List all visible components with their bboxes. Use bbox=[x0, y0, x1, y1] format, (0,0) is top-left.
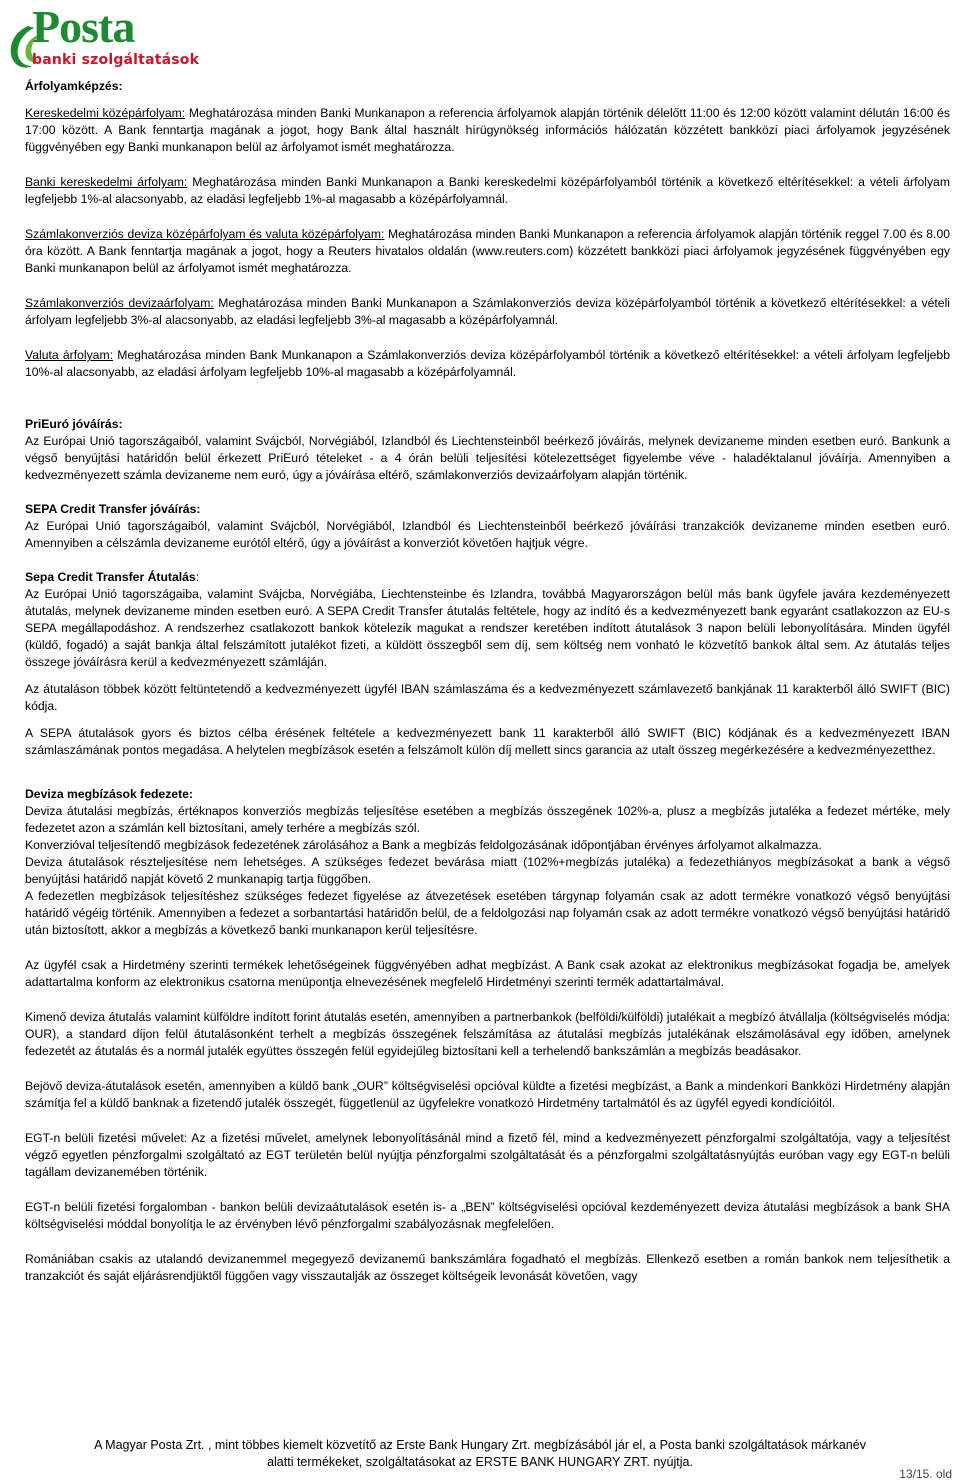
section-sepa-credit-transfer bbox=[25, 501, 950, 552]
footer-line: A Magyar Posta Zrt. , mint többes kiemelt közvetítő az Erste Bank Hungary Zrt. megbízásából jár el, a Posta banki szolgáltatások márkanév bbox=[94, 1438, 866, 1452]
paragraph-banki-kereskedelmi-arfolyam bbox=[25, 174, 950, 208]
section-text: Az Európai Unió tagországaiból, valamint Svájcból, Norvégiából, Izlandból és Liechtensteinből beérkező jóváírás, melynek devizaneme minden esetben euró. Bankunk a végső benyújtási határidőn belül érkezett PriEuró tételeket - a 4 órán belüli teljesítési kötelezettséget figyelembe véve - haladéktalanul jóváírja. Amennyiben a kedvezményezett számla devizaneme nem euró, úgy a jóváírása eltérő, számlakonverziós devizaárfolyam alapján történik. bbox=[25, 434, 950, 482]
deviza-line: A fedezetlen megbízások teljesítéshez szükséges fedezet figyelése az átvezetések esetében tárgynap folyamán csak az adott termékre vonatkozó végső benyújtási határidő végéig történik. Amennyiben a fedezet a sorbantartási határidőn belül, de a feldolgozási nap folyamán csak az adott termékre vonatkozó végső benyújtási határidő után biztosított, akkor a megbízás a következő banki munkanapon kerül teljesítésre. bbox=[25, 889, 950, 937]
term-text: Meghatározása minden Banki Munkanapon a referencia árfolyamok alapján történik délelőtt 11:00 és 12:00 között valamint délután 16:00 és 17:00 között. A Bank fenntartja magának a jogot, hogy Bank által használt hírügynökség információs hálózatán közzétett bankközi piaci árfolyamok jegyzésének függvényében egy Banki munkanapon belül az árfolyamot ismét meghatározza. bbox=[25, 106, 950, 154]
term-text: Meghatározása minden Banki Munkanapon a Banki kereskedelmi középárfolyamból történik a következő eltérítésekkel: a vételi árfolyam legfeljebb 1%-al alacsonyabb, az eladási legfeljebb 1%-al magasabb a középárfolyamnál. bbox=[25, 175, 950, 206]
paragraph-valuta-arfolyam bbox=[25, 347, 950, 381]
document-body bbox=[25, 78, 950, 1285]
paragraph-bejovo: Bejövő deviza-átutalások esetén, amennyiben a küldő bank „OUR” költségviselési opcióval küldte a fizetési megbízást, a Bank a mindenkori Bankközi Hirdetmény alapján számítja fel a küldő banknak a fizetendő jutalék összegét, függetlenül az ügyfelekre vonatkozó Hirdetmény tartalmától és az ügyfél egyedi kondícióitól. bbox=[25, 1079, 950, 1110]
section-title: Árfolyamképzés: bbox=[25, 79, 123, 93]
deviza-line: Deviza átutalások részteljesítése nem lehetséges. A szükséges fedezet bevárása miatt (102%+megbízás jutaléka) a fedezethiányos megbízásokat a bank a végső benyújtási határidő napját követő 2 munkanapig tartja függőben. bbox=[25, 855, 950, 886]
section-prieuro bbox=[25, 416, 950, 484]
term-text: Meghatározása minden Bank Munkanapon a Számlakonverziós deviza középárfolyamból történik a következő eltérítésekkel: a vételi árfolyam legfeljebb 10%-al alacsonyabb, az eladási árfolyam legfeljebb 10%-al magasabb a középárfolyamnál. bbox=[25, 348, 950, 379]
section-text: Az Európai Unió tagországaiba, valamint Svájcba, Norvégiába, Liechtensteinbe és Izlandra, továbbá Magyarországon belül más bank ügyfele javára kezdeményezett átutalás, melynek devizaneme minden esetben euró. A SEPA Credit Transfer átutalás feltétele, hogy az indító és a kedvezményezett bank egyaránt csatlakozzon az EU-s SEPA megállapodáshoz. A rendszerhez csatlakozott bankok kötelezik magukat a rendszer keretében indított átutalások 3 napon belüli lebonyolítására. Minden ügyfél (küldő, fogadó) a saját bankja által felszámított jutalékot fizeti, a küldött összegből sem díj, sem költség nem vonható le közvetítő bankok által sem. Az átutalás teljes összege jóváírásra kerül a kedvezményezett számláján. bbox=[25, 587, 950, 669]
footer-line: alatti termékeket, szolgáltatásokat az ERSTE BANK HUNGARY ZRT. nyújtja. bbox=[267, 1455, 693, 1469]
section-sepa-atutalas bbox=[25, 569, 950, 759]
paragraph-egt-muvelet: EGT-n belüli fizetési művelet: Az a fizetési művelet, amelynek lebonyolításánál mind a fizető fél, mind a kedvezményezett pénzforgalmi szolgáltatója, vagy a teljesítést végző egyetlen pénzforgalmi szolgáltató az EGT területén belül nyújtja pénzforgalmi szolgáltatását és a pénzforgalmi szolgáltatásnyújtás euróban vagy egy EGT-n belüli tagállam devizanemében történik. bbox=[25, 1131, 950, 1179]
heading-bold: Sepa Credit Transfer Átutalás bbox=[25, 570, 196, 584]
paragraph-hirdetmeny: Az ügyfél csak a Hirdetmény szerinti termékek lehetőségeinek függvényében adhat megbízást. A Bank csak azokat az elektronikus megbízásokat fogadja be, amelyek adattartalma konform az elektronikus csatorna menüpontja elnevezésének megfelelő Hirdetményi szerinti termék adattartalmával. bbox=[25, 958, 950, 989]
paragraph-kereskedelmi-kozeparfolyam bbox=[25, 105, 950, 156]
section-text: Az Európai Unió tagországaiból, valamint Svájcból, Norvégiából, Izlandból és Liechtensteinből beérkező jóváírási tranzakciók devizaneme minden esetben euró. Amennyiben a célszámla devizaneme eurótól eltérő, úgy a jóváírást a konverziót követően hajtjuk végre. bbox=[25, 519, 950, 550]
deviza-line: Deviza átutalási megbízás, értéknapos konverziós megbízás teljesítése esetében a megbízás összegének 102%-a, plusz a megbízás jutaléka a fedezet mértéke, mely fedezetet azon a számlán kell biztosítani, amely terhére a megbízás szól. bbox=[25, 804, 950, 835]
paragraph-szamlakonverzios-kozeparfolyam bbox=[25, 226, 950, 277]
page-footer bbox=[0, 1437, 960, 1471]
paragraph-romania: Romániában csakis az utalandó devizanemmel megegyező devizanemű bankszámlára fogadható el megbízás. Ellenkező esetben a román bankok nem teljesíthetik a tranzakciót és saját eljárásrendjüktől függően vagy visszautalják az összeget költségeik levonását követően, vagy bbox=[25, 1252, 950, 1283]
section-heading: Deviza megbízások fedezete: bbox=[25, 787, 193, 801]
term-text: Meghatározása minden Banki Munkanapon a Számlakonverziós deviza középárfolyamból történik a következő eltérítésekkel: a vételi árfolyam legfeljebb 3%-al alacsonyabb, az eladási legfeljebb 3%-al magasabb a középárfolyamnál. bbox=[25, 296, 950, 327]
section-heading: SEPA Credit Transfer jóváírás: bbox=[25, 502, 201, 516]
section-text: A SEPA átutalások gyors és biztos célba érésének feltétele a kedvezményezett bank 11 karakterből álló SWIFT (BIC) kódjának és a kedvezményezett IBAN számlaszámának pontos megadása. A helytelen megbízások esetén a felszámolt külön díj mellett sincs garancia az utalt összeg megérkezésére a kedvezményezetthez. bbox=[25, 726, 950, 757]
term-label: Számlakonverziós devizaárfolyam: bbox=[25, 296, 214, 310]
section-text: Az átutaláson többek között feltüntetendő a kedvezményezett ügyfél IBAN számlaszáma és a kedvezményezett számlavezető bankjának 11 karakterből álló SWIFT (BIC) kódja. bbox=[25, 682, 950, 713]
paragraph-egt-forgalom: EGT-n belüli fizetési forgalomban - bankon belüli devizaátutalások esetén is- a „BEN” költségviselési opcióval kezdeményezett deviza átutalási megbízások a bank SHA költségviselési móddal bonyolítja le az érvényben lévő pénzforgalmi szabályozásnak megfelelően. bbox=[25, 1200, 950, 1231]
term-label: Kereskedelmi középárfolyam: bbox=[25, 106, 186, 120]
posta-logo bbox=[6, 1, 226, 74]
paragraph-szamlakonverzios-devizaarfolyam bbox=[25, 295, 950, 329]
term-label: Valuta árfolyam: bbox=[25, 348, 113, 362]
term-label: Banki kereskedelmi árfolyam: bbox=[25, 175, 188, 189]
term-label: Számlakonverziós deviza középárfolyam és valuta középárfolyam: bbox=[25, 227, 385, 241]
section-heading bbox=[25, 569, 950, 586]
heading-colon: : bbox=[195, 570, 200, 584]
page-number: 13/15. old bbox=[899, 1467, 952, 1481]
logo-wordmark: Posta bbox=[32, 1, 135, 52]
section-deviza-fedezet bbox=[25, 786, 950, 1285]
logo-subtitle: banki szolgáltatások bbox=[32, 52, 200, 68]
term-text: Meghatározása minden Banki Munkanapon a referencia árfolyamok alapján történik reggel 7.00 és 8.00 óra között. A Bank fenntartja magának a jogot, hogy a Reuters hivatalos oldalán (www.reuters.com) közzétett bankközi piaci árfolyamok jegyzésének függvényében egy Banki munkanapon belül az árfolyamot ismét meghatározza. bbox=[25, 227, 950, 275]
paragraph-kimeno: Kimenő deviza átutalás valamint külföldre indított forint átutalás esetén, amennyiben a partnerbankok (belföldi/külföldi) jutalékait a megbízó átvállalja (költségviselés módja: OUR), a standard díjon felül átutalásonként terhelt a megbízás összegének felszámítása az átutalási megbízás jutalékának elszámolásával egy időben, amelynek fedezetét az átutalás és a normál jutalék együttes összegén felül egyidejűleg biztosítani kell a terhelendő bankszámlán a megbízás beadásakor. bbox=[25, 1010, 950, 1058]
section-heading: PriEuró jóváírás: bbox=[25, 417, 123, 431]
deviza-line: Konverzióval teljesítendő megbízások fedezetének zárolásához a Bank a megbízás feldolgozásának időpontjában érvényes árfolyamot alkalmazza. bbox=[25, 838, 822, 852]
